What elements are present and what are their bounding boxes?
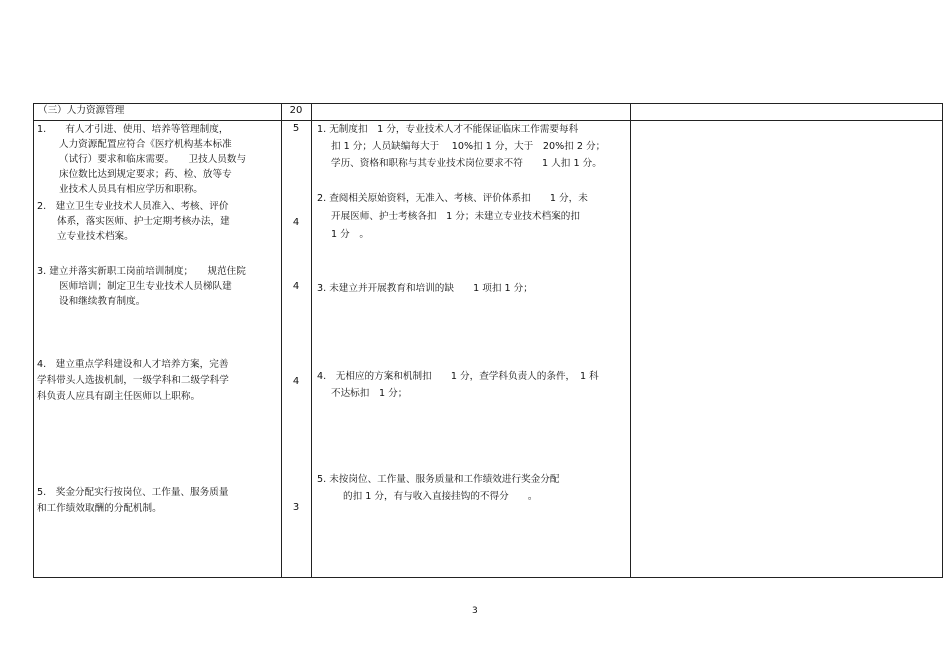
requirement-4-line-3: 科负责人应具有副主任医师以上职称。	[37, 391, 201, 402]
method-2-line-1: 2. 查阅相关原始资料，无准入、考核、评价体系扣 1 分，未	[317, 193, 588, 204]
score-4: 4	[292, 376, 300, 387]
method-2-line-3: 1 分 。	[331, 229, 369, 240]
col-divider-3	[630, 103, 631, 578]
method-4-line-2: 不达标扣 1 分；	[331, 388, 408, 399]
requirement-4-line-1: 4. 建立重点学科建设和人才培养方案，完善	[37, 359, 229, 370]
section-title: （三）人力资源管理	[38, 105, 125, 116]
score-3: 4	[292, 281, 300, 292]
table-right-border	[942, 103, 943, 578]
requirement-2-line-2: 体系，落实医师、护士定期考核办法，建	[57, 216, 230, 227]
requirement-2-line-1: 2. 建立卫生专业技术人员准入、考核、评价	[37, 201, 229, 212]
method-4-line-1: 4. 无相应的方案和机制扣 1 分，查学科负责人的条件， 1 科	[317, 371, 599, 382]
score-2: 4	[292, 217, 300, 228]
col-divider-2	[311, 103, 312, 578]
method-2-line-2: 开展医师、护士考核各扣 1 分；未建立专业技术档案的扣	[331, 211, 580, 222]
requirement-5-line-1: 5. 奖金分配实行按岗位、工作量、服务质量	[37, 487, 229, 498]
requirement-3-line-3: 设和继续教育制度。	[59, 296, 146, 307]
requirement-1-line-5: 业技术人员具有相应学历和职称。	[59, 184, 203, 195]
table-bottom-border	[33, 577, 943, 578]
requirement-1-line-4: 床位数比达到规定要求；药、检、放等专	[59, 169, 232, 180]
requirement-2-line-3: 立专业技术档案。	[57, 231, 134, 242]
method-1-line-3: 学历、资格和职称与其专业技术岗位要求不符 1 人扣 1 分。	[331, 158, 602, 169]
page-number: 3	[472, 606, 478, 616]
total-score: 20	[289, 105, 303, 116]
score-1: 5	[292, 123, 300, 134]
method-5-line-1: 5. 未按岗位、工作量、服务质量和工作绩效进行奖金分配	[317, 474, 560, 485]
method-5-line-2: 的扣 1 分，有与收入直接挂钩的不得分 。	[343, 491, 538, 502]
requirement-3-line-1: 3. 建立并落实新职工岗前培训制度； 规范住院	[37, 266, 246, 277]
method-1-line-1: 1. 无制度扣 1 分，专业技术人才不能保证临床工作需要每科	[317, 124, 579, 135]
method-3-line-1: 3. 未建立并开展教育和培训的缺 1 项扣 1 分；	[317, 283, 533, 294]
score-5: 3	[292, 502, 300, 513]
method-1-line-2: 扣 1 分；人员缺编每大于 10%扣 1 分，大于 20%扣 2 分；	[331, 141, 606, 152]
requirement-5-line-2: 和工作绩效取酬的分配机制。	[37, 503, 162, 514]
requirement-4-line-2: 学科带头人选拔机制，一级学科和二级学科学	[37, 375, 229, 386]
requirement-1-line-2: 人力资源配置应符合《医疗机构基本标准	[59, 139, 232, 150]
header-row-divider	[33, 120, 943, 121]
table-top-border	[33, 103, 943, 104]
table-left-border	[33, 103, 34, 578]
requirement-1-line-3: （试行）要求和临床需要。 卫技人员数与	[59, 154, 247, 165]
requirement-3-line-2: 医师培训；制定卫生专业技术人员梯队建	[59, 281, 232, 292]
requirement-1-line-1: 1. 有人才引进、使用、培养等管理制度，	[37, 124, 229, 135]
